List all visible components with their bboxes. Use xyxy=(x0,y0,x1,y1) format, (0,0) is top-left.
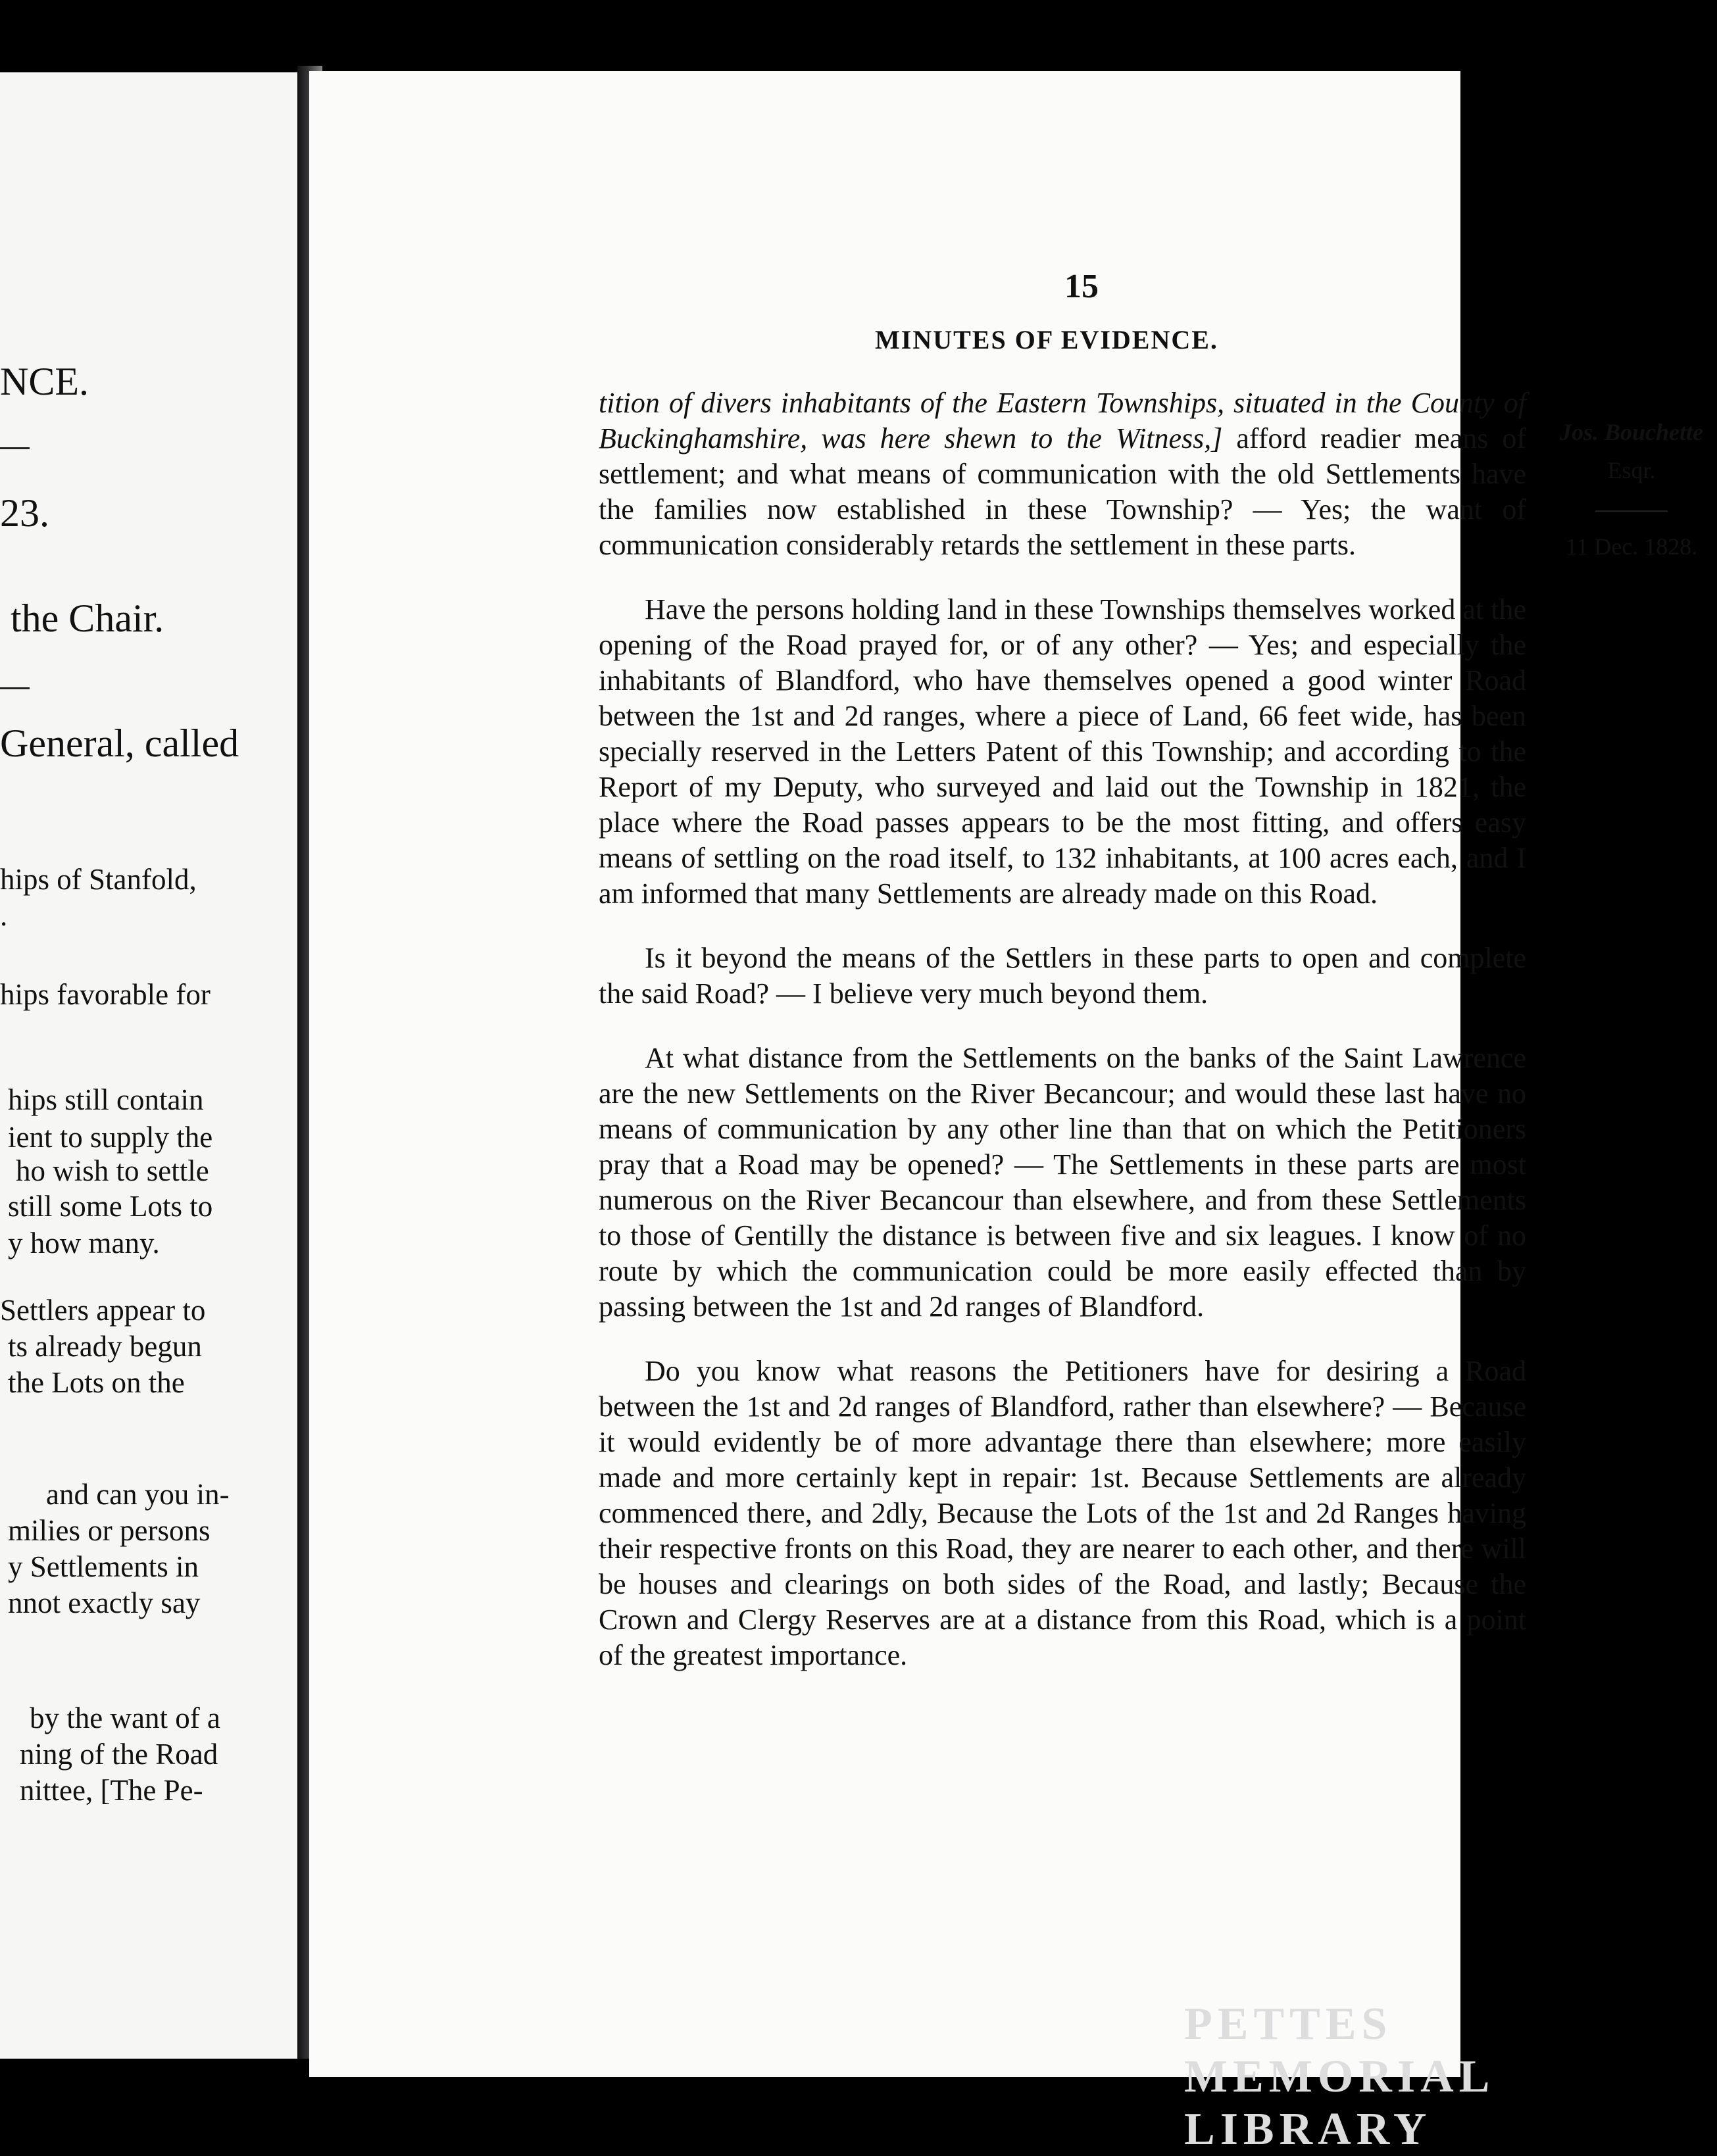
left-fragment: General, called xyxy=(0,722,239,765)
paragraph xyxy=(599,1354,1526,1673)
left-rule xyxy=(0,447,30,449)
left-fragment: hips of Stanfold, xyxy=(0,863,197,896)
left-fragment: hips still contain xyxy=(8,1083,204,1116)
left-fragment: and can you in- xyxy=(46,1478,230,1511)
left-fragment: nittee, [The Pe- xyxy=(20,1774,203,1807)
left-fragment: hips favorable for xyxy=(0,978,211,1011)
left-page xyxy=(0,72,297,2059)
paragraph xyxy=(599,941,1526,1012)
left-fragment: by the want of a xyxy=(30,1702,220,1734)
left-fragment: still some Lots to xyxy=(8,1190,213,1223)
left-fragment: nnot exactly say xyxy=(8,1586,201,1619)
left-fragment: NCE. xyxy=(0,360,89,403)
paragraph-italic-lead: tition of divers inhabitants of the Eastern Townships, situated in the County of Buckinghamshire, was here shewn to the Witness,] xyxy=(599,387,1526,454)
left-fragment: Settlers appear to xyxy=(0,1294,206,1327)
running-head: MINUTES OF EVIDENCE. xyxy=(875,325,1218,355)
witness-margin-note xyxy=(1546,413,1717,566)
left-fragment: . xyxy=(0,899,8,932)
evidence-text xyxy=(599,385,1526,1702)
paragraph-text: Is it beyond the means of the Settlers in these parts to open and complete the said Road? — I believe very much beyond them. xyxy=(599,942,1526,1010)
left-fragment: the Lots on the xyxy=(8,1366,185,1399)
paragraph-text: At what distance from the Settlements on the banks of the Saint Lawrence are the new Settlements on the River Becancour; and would these last have no means of communication by any other line than that on which the Petitioners pray that a Road may be opened? — The Settlements in these parts are most numerous on the River Becancour than elsewhere, and from these Settlements to those of Gentilly the distance is between five and six leagues. I know of no route by which the communication could be more easily effected than by passing between the 1st and 2d ranges of Blandford. xyxy=(599,1042,1526,1323)
library-stamp: PETTES MEMORIAL LIBRARY xyxy=(1184,1999,1493,2155)
left-fragment: the Chair. xyxy=(11,597,164,640)
left-fragment: ient to supply the xyxy=(8,1121,213,1154)
right-page xyxy=(309,71,1703,2155)
paragraph xyxy=(599,1041,1526,1325)
paragraph xyxy=(599,385,1526,563)
witness-title: Esqr. xyxy=(1607,457,1656,483)
paragraph-text: Do you know what reasons the Petitioners have for desiring a Road between the 1st and 2d ranges of Blandford, rather than elsewhere? — Because it would evidently be of more advantage there than elsewhere; more easily made and more certainly kept in repair: 1st. Because Settlements are already commenced there, and 2dly, Because the Lots of the 1st and 2d Ranges having their respective fronts on this Road, they are nearer to each other, and there will be houses and clearings on both sides of the Road, and lastly; Because the Crown and Clergy Reserves are at a distance from this Road, which is a point of the greatest importance. xyxy=(599,1355,1526,1671)
paragraph-text: Have the persons holding land in these Townships themselves worked at the opening of the Road prayed for, or of any other? — Yes; and especially the inhabitants of Blandford, who have themselves opened a good winter Road between the 1st and 2d ranges, where a piece of Land, 66 feet wide, has been specially reserved in the Letters Patent of this Township; and according to the Report of my Deputy, who surveyed and laid out the Township in 1821, the place where the Road passes appears to be the most fitting, and offers easy means of settling on the road itself, to 132 inhabitants, at 100 acres each, and I am informed that many Settlements are already made on this Road. xyxy=(599,593,1526,910)
left-fragment: 23. xyxy=(0,491,49,535)
left-fragment: ning of the Road xyxy=(20,1738,218,1771)
left-fragment: ts already begun xyxy=(8,1330,202,1363)
left-rule xyxy=(0,687,30,689)
evidence-date: 11 Dec. 1828. xyxy=(1565,533,1698,560)
margin-divider xyxy=(1546,489,1717,527)
paragraph xyxy=(599,592,1526,912)
left-fragment: ho wish to settle xyxy=(16,1154,209,1187)
page-number: 15 xyxy=(1064,268,1099,305)
left-fragment: y Settlements in xyxy=(8,1550,199,1583)
paragraph-text: afford readier means of settlement; and what means of communication with the old Settlements have the families now established in these Township? — Yes; the want of communication considerably retards the settlement in these parts. xyxy=(599,422,1527,561)
left-fragment: milies or persons xyxy=(8,1514,211,1547)
left-fragment: y how many. xyxy=(8,1227,160,1260)
witness-name: Jos. Bouchette xyxy=(1559,419,1703,445)
